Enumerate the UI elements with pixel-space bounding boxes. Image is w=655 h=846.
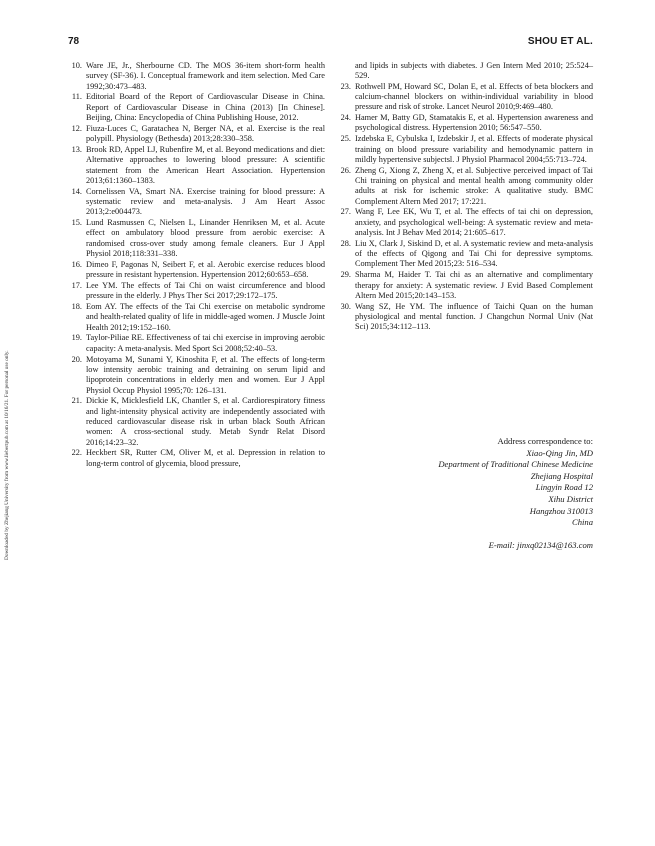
reference-item bbox=[68, 396, 325, 448]
reference-text: Dimeo F, Pagonas N, Seibert F, et al. Aerobic exercise reduces blood pressure in resistant hypertension. Hypertension 2012;60:653–658. bbox=[86, 259, 325, 280]
reference-number: 10. bbox=[71, 61, 82, 70]
reference-item bbox=[337, 302, 593, 333]
correspondence-heading: Address correspondence to: bbox=[497, 436, 593, 446]
reference-number: 22. bbox=[71, 448, 82, 458]
download-note-text: Downloaded by Zhejiang University from www.liebertpub.com at 10/16/21. For personal use only. bbox=[4, 350, 10, 560]
reference-text: Sharma M, Haider T. Tai chi as an alternative and complimentary therapy for anxiety: A systematic review. J Evid Based Complement Altern Med 2015;20:143–153. bbox=[355, 270, 593, 300]
reference-text: Eom AY. The effects of the Tai Chi exercise on metabolic syndrome and health-related quality of life in middle-aged women. J Muscle Joint Health 2012;19:152–160. bbox=[86, 302, 325, 332]
reference-text: Motoyama M, Sunami Y, Kinoshita F, et al. The effects of long-term low intensity aerobic training and detraining on serum lipid and lipoprotein concentrations in elderly men and women. Eur J Appl Physiol Occup Physiol 1995;70: 126–131. bbox=[86, 354, 325, 395]
reference-text: Hamer M, Batty GD, Stamatakis E, et al. Hypertension awareness and psychological distress. Hypertension 2010; 56:547–550. bbox=[355, 113, 593, 133]
correspondence-address bbox=[313, 436, 593, 551]
reference-item bbox=[68, 92, 325, 123]
reference-text: Editorial Board of the Report of Cardiovascular Disease in China. Report of Cardiovascular Disease in China (2013) [In Chinese]. Beijing, China: Encyclopedia of China Publishing House, 2012. bbox=[86, 92, 325, 123]
reference-text: Liu X, Clark J, Siskind D, et al. A systematic review and meta-analysis of the effects of Qigong and Tai Chi for depressive symptoms. Complement Ther Med 2015;23: 516–534. bbox=[355, 238, 593, 269]
reference-text: Lee YM. The effects of Tai Chi on waist circumference and blood pressure in the elderly. J Phys Ther Sci 2017;29:172–175. bbox=[86, 280, 325, 301]
reference-item bbox=[68, 448, 325, 469]
reference-item bbox=[68, 281, 325, 302]
correspondence-road: Lingyin Road 12 bbox=[535, 482, 593, 493]
spacer bbox=[313, 529, 593, 540]
reference-text: Taylor-Piliae RE. Effectiveness of tai chi exercise in improving aerobic capacity: A meta-analysis. Med Sport Sci 2008;52:40–53. bbox=[86, 333, 325, 353]
reference-number: 16. bbox=[71, 259, 82, 269]
correspondence-email[interactable]: E-mail: jinxq02134@163.com bbox=[488, 539, 593, 550]
reference-item bbox=[68, 302, 325, 333]
reference-item bbox=[68, 355, 325, 396]
reference-text: Ware JE, Jr., Sherbourne CD. The MOS 36-item short-form health survey (SF-36). I. Conceptual framework and item selection. Med Care 1992;30:473–483. bbox=[86, 61, 325, 91]
reference-number: 26. bbox=[340, 165, 351, 175]
reference-text: Dickie K, Micklesfield LK, Chantler S, et al. Cardiorespiratory fitness and light-intensity physical activity are independently associated with reduced cardiovascular disease risk in urban black South African women: A cross-sectional study. Metab Syndr Relat Disord 2016;14:23–32. bbox=[86, 396, 325, 447]
reference-item bbox=[68, 333, 325, 354]
reference-number: 18. bbox=[71, 302, 82, 312]
reference-text: Zheng G, Xiong Z, Zheng X, et al. Subjective perceived impact of Tai Chi training on physical and mental health among community older adults at risk for ischemic stroke: A qualitative study. BMC Complement Altern Med 2017; 17:221. bbox=[355, 165, 593, 206]
correspondence-name: Xiao-Qing Jin, MD bbox=[526, 447, 593, 458]
reference-number: 25. bbox=[340, 134, 351, 144]
reference-item bbox=[337, 82, 593, 113]
reference-number: 12. bbox=[71, 123, 82, 133]
reference-item bbox=[337, 270, 593, 301]
reference-number: 21. bbox=[71, 396, 82, 406]
reference-item bbox=[68, 218, 325, 259]
reference-number: 13. bbox=[71, 144, 82, 154]
reference-item bbox=[337, 207, 593, 238]
references-left-column bbox=[68, 61, 325, 469]
reference-text: Lund Rasmussen C, Nielsen L, Linander Henriksen M, et al. Acute effect on ambulatory blood pressure from aerobic exercise: A randomised cross-over study among female cleaners. Eur J Appl Physiol 2018;118:331–338. bbox=[86, 218, 325, 259]
reference-text: Wang F, Lee EK, Wu T, et al. The effects of tai chi on depression, anxiety, and psychological well-being: A systematic review and meta-analysis. Int J Behav Med 2014; 21:605–617. bbox=[355, 207, 593, 238]
reference-number: 29. bbox=[340, 270, 351, 280]
reference-number: 17. bbox=[71, 280, 82, 290]
reference-text: Cornelissen VA, Smart NA. Exercise training for blood pressure: A systematic review and meta-analysis. J Am Heart Assoc 2013;2:e004473. bbox=[86, 186, 325, 217]
reference-item bbox=[68, 145, 325, 186]
reference-number: 28. bbox=[340, 238, 351, 248]
reference-continuation: and lipids in subjects with diabetes. J Gen Intern Med 2010; 25:524–529. bbox=[355, 61, 593, 81]
reference-text: Wang SZ, He YM. The influence of Taichi Quan on the human physiological and mental function. J Changchun Normal Univ (Nat Sci) 2015;34:112–113. bbox=[355, 301, 593, 332]
reference-number: 20. bbox=[71, 354, 82, 364]
reference-number: 14. bbox=[71, 186, 82, 196]
reference-text: Rothwell PM, Howard SC, Dolan E, et al. Effects of beta blockers and calcium-channel blockers on within-individual variability in blood pressure and risk of stroke. Lancet Neurol 2010;9:469–480. bbox=[355, 81, 593, 112]
reference-item bbox=[337, 113, 593, 134]
reference-number: 15. bbox=[71, 218, 82, 228]
reference-number: 27. bbox=[340, 207, 351, 217]
reference-text: Fiuza-Luces C, Garatachea N, Berger NA, et al. Exercise is the real polypill. Physiology (Bethesda) 2013;28:330–358. bbox=[86, 123, 325, 144]
reference-item bbox=[337, 239, 593, 270]
references-right-column bbox=[337, 61, 593, 333]
reference-number: 23. bbox=[340, 81, 351, 91]
reference-number: 19. bbox=[71, 333, 82, 343]
reference-item bbox=[68, 260, 325, 281]
reference-item bbox=[337, 166, 593, 207]
correspondence-city: Hangzhou 310013 bbox=[529, 505, 593, 516]
reference-number: 11. bbox=[71, 92, 82, 102]
reference-text: Izdebska E, Cybulska I, Izdebskir J, et al. Effects of moderate physical training on blood pressure variability and hemodynamic pattern in mildly hypertensive subjectsl. J Physiol Pharmacol 2004;55:713–724. bbox=[355, 134, 593, 164]
correspondence-department: Department of Traditional Chinese Medicine bbox=[438, 459, 593, 470]
running-head: SHOU ET AL. bbox=[527, 36, 593, 47]
correspondence-district: Xihu District bbox=[548, 493, 593, 504]
correspondence-country: China bbox=[571, 517, 593, 528]
reference-item bbox=[68, 61, 325, 92]
reference-text: Brook RD, Appel LJ, Rubenfire M, et al. Beyond medications and diet: Alternative approaches to lowering blood pressure: A scientific statement from the American Heart Association. Hypertension 2013;61:1360–1383. bbox=[86, 144, 325, 185]
reference-number: 24. bbox=[340, 113, 351, 123]
page-number: 78 bbox=[68, 36, 80, 47]
reference-item bbox=[337, 134, 593, 165]
reference-text: Heckbert SR, Rutter CM, Oliver M, et al. Depression in relation to long-term control of glycemia, blood pressure, bbox=[86, 448, 325, 468]
correspondence-hospital: Zhejiang Hospital bbox=[530, 470, 593, 481]
reference-item bbox=[68, 187, 325, 218]
reference-number: 30. bbox=[340, 301, 351, 311]
reference-item bbox=[68, 124, 325, 145]
